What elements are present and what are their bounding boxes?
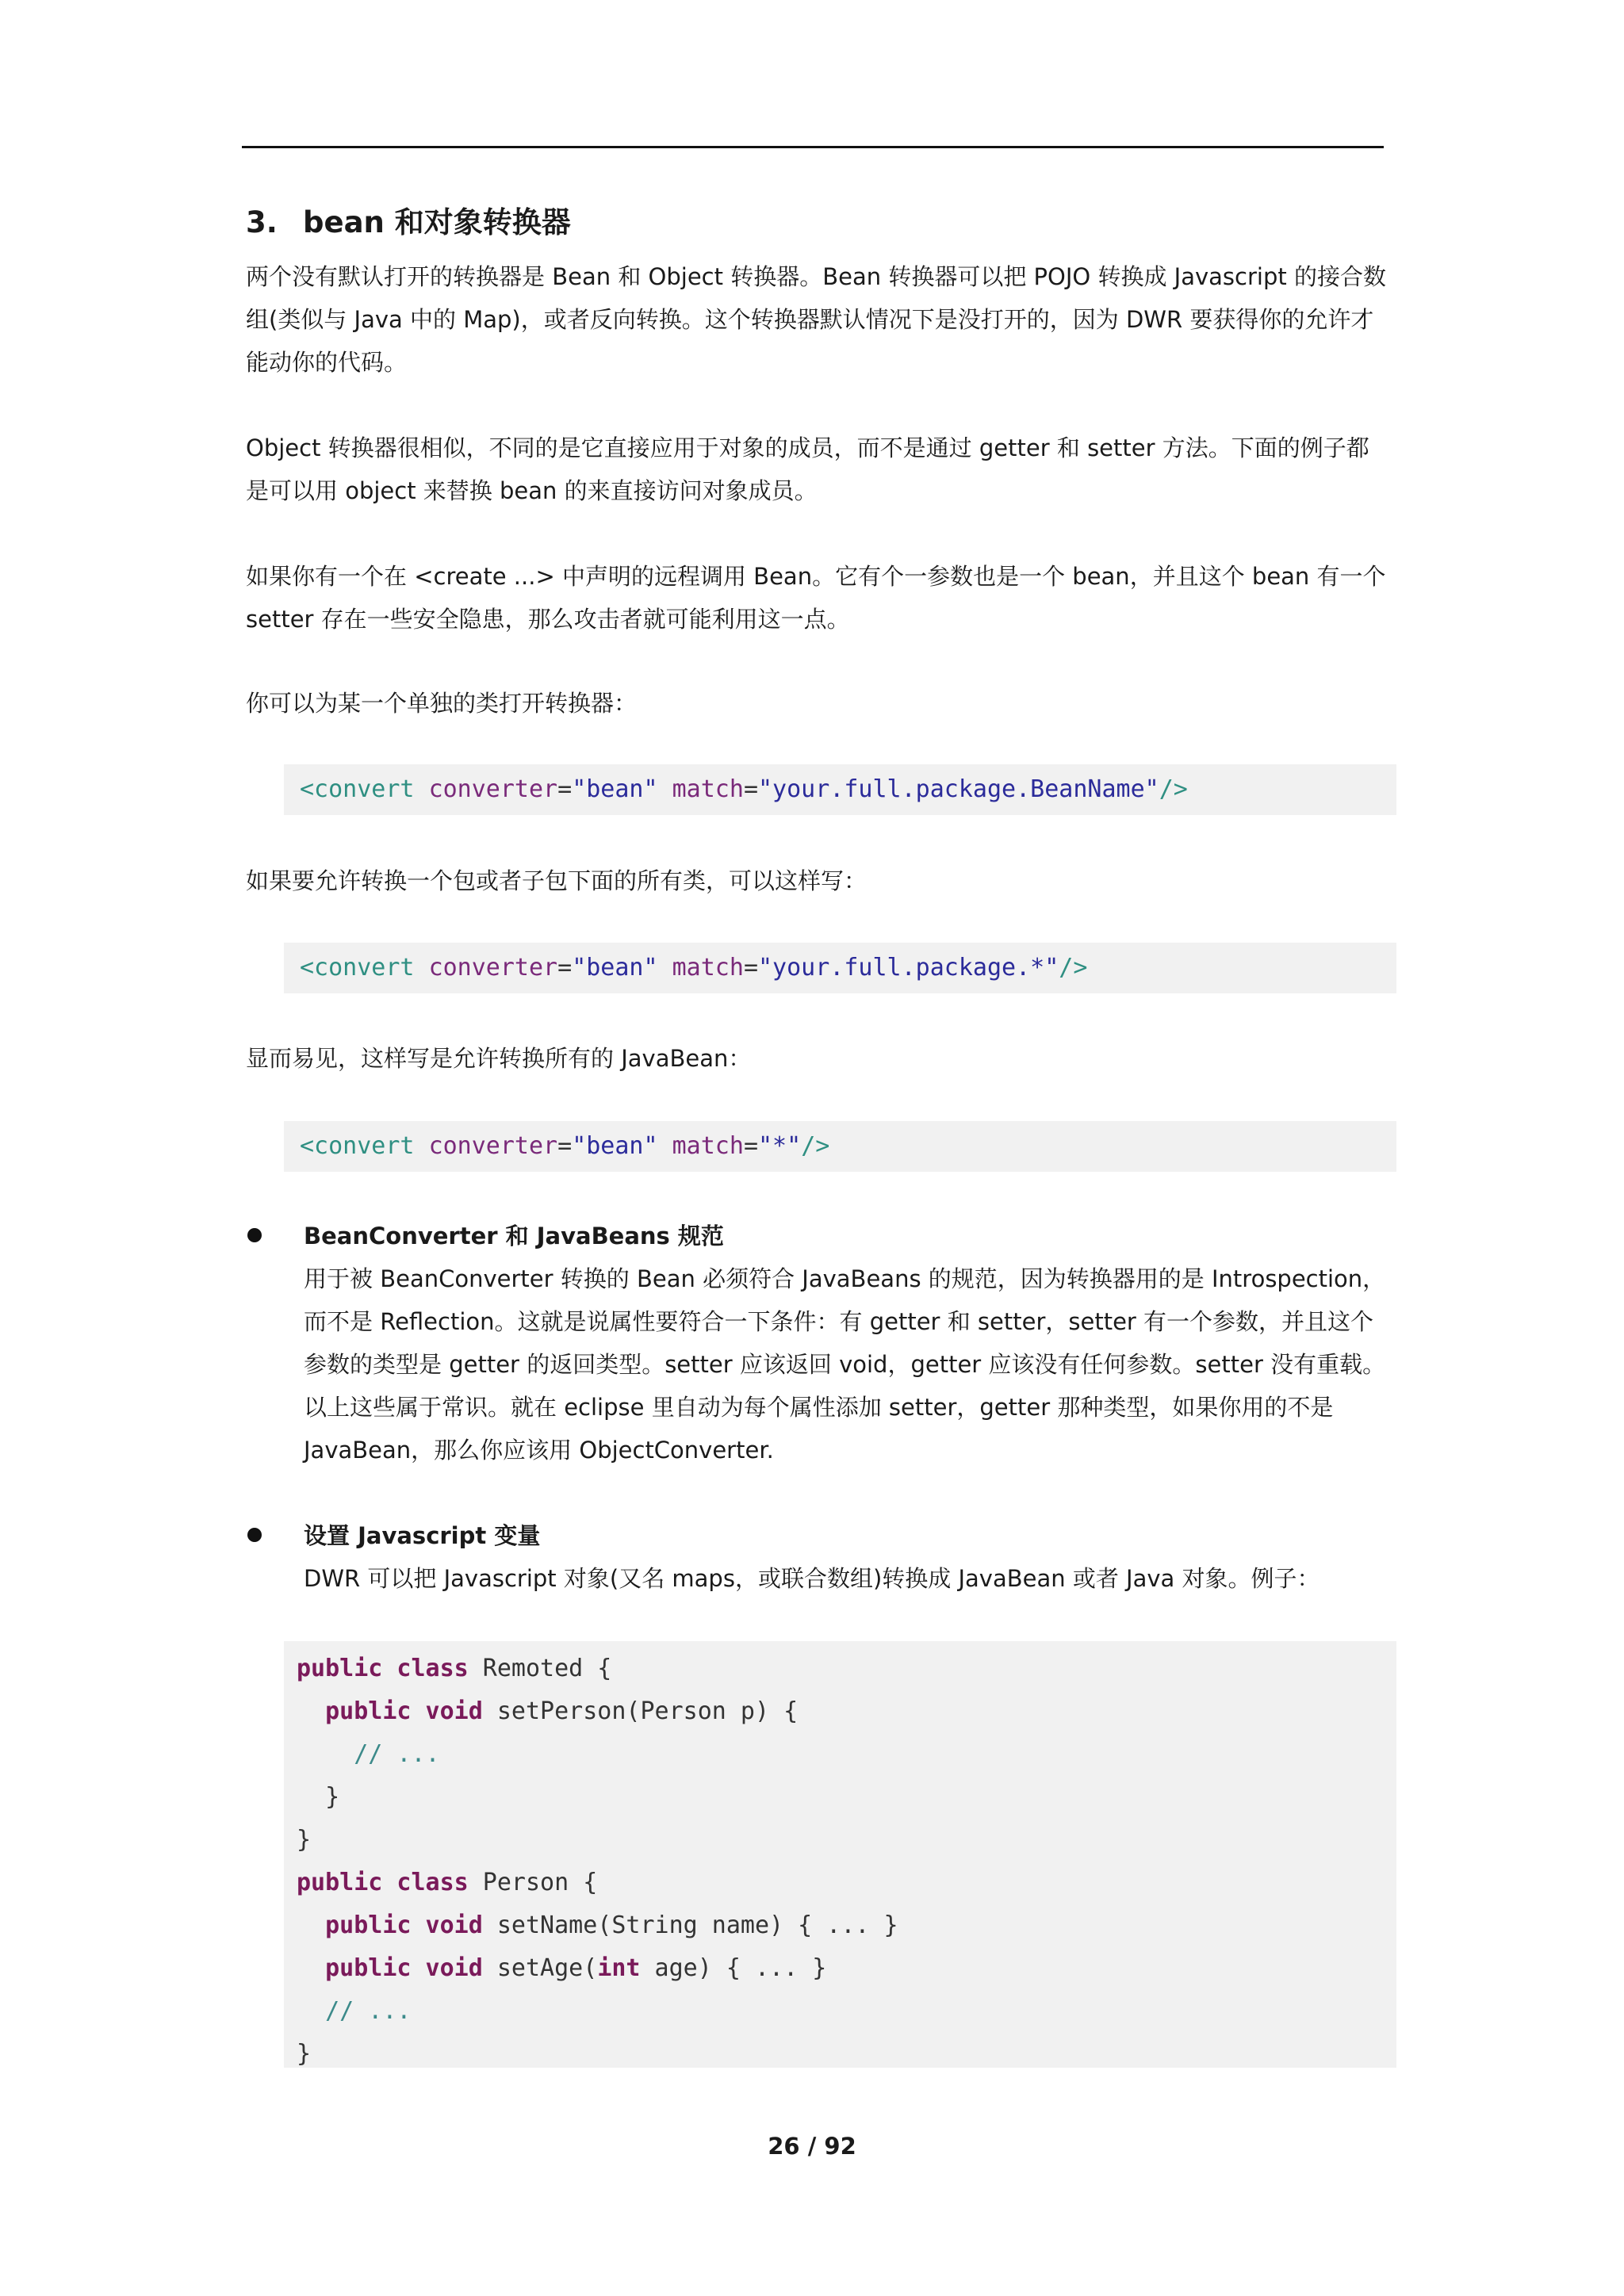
bullet-dot-icon <box>247 1228 262 1242</box>
code-block-java-example <box>284 1641 1396 2068</box>
paragraph-package: 如果要允许转换一个包或者子包下面的所有类，可以这样写： <box>246 867 868 894</box>
code-line: } <box>297 2040 312 2068</box>
code-snippet-single-class: <convert converter="bean" match="your.full.package.BeanName"/> <box>284 764 1396 815</box>
section-number: 3. <box>246 205 278 239</box>
code-line: public void setPerson(Person p) { <box>325 1697 799 1725</box>
header-rule <box>242 146 1384 148</box>
code-line: public void setName(String name) { ... } <box>325 1911 898 1939</box>
bullet-body-javascript-vars: DWR 可以把 Javascript 对象(又名 maps，或联合数组)转换成 JavaBean 或者 Java 对象。例子： <box>304 1565 1320 1592</box>
paragraph-all-javabeans: 显而易见，这样写是允许转换所有的 JavaBean： <box>246 1045 752 1072</box>
page-number <box>0 2133 1624 2160</box>
bullet-title-beanconverter: BeanConverter 和 JavaBeans 规范 <box>304 1223 724 1249</box>
paragraph-security: 如果你有一个在 <create ...> 中声明的远程调用 Bean。它有个一参数也是一个 bean，并且这个 bean 有一个 setter 存在一些安全隐患，那么攻击者就可能利用这一点。 <box>246 563 1386 633</box>
section-heading <box>246 198 571 241</box>
paragraph-single-class: 你可以为某一个单独的类打开转换器： <box>246 690 638 717</box>
page-separator: / <box>799 2133 825 2160</box>
code-line: public void setAge(int age) { ... } <box>325 1954 827 1982</box>
section-title: bean 和对象转换器 <box>303 205 571 239</box>
code-snippet-all: <convert converter="bean" match="*"/> <box>284 1121 1396 1172</box>
page-current: 26 <box>768 2133 800 2160</box>
bullet-title-javascript-vars: 设置 Javascript 变量 <box>304 1522 541 1549</box>
code-line: } <box>297 1826 312 1854</box>
code-line: public class Remoted { <box>297 1655 612 1682</box>
code-line: } <box>325 1783 340 1811</box>
paragraph-object-converter: Object 转换器很相似，不同的是它直接应用于对象的成员，而不是通过 getter 和 setter 方法。下面的例子都是可以用 object 来替换 bean 的来直接访问对象成员。 <box>246 434 1369 504</box>
page-total: 92 <box>824 2133 856 2160</box>
code-line: // ... <box>354 1740 440 1768</box>
code-snippet-package: <convert converter="bean" match="your.full.package.*"/> <box>284 943 1396 993</box>
paragraph-intro: 两个没有默认打开的转换器是 Bean 和 Object 转换器。Bean 转换器可以把 POJO 转换成 Javascript 的接合数组(类似与 Java 中的 Map)，或者反向转换。这个转换器默认情况下是没打开的，因为 DWR 要获得你的允许才能动你的代码。 <box>246 263 1386 376</box>
bullet-dot-icon <box>247 1528 262 1542</box>
code-line: // ... <box>325 1997 412 2025</box>
code-line: public class Person { <box>297 1869 598 1896</box>
bullet-body-beanconverter: 用于被 BeanConverter 转换的 Bean 必须符合 JavaBeans 的规范，因为转换器用的是 Introspection，而不是 Reflection。这就是说属性要符合一下条件：有 getter 和 setter，setter 有一个参数，并且这个参数的类型是 getter 的返回类型。setter 应该返回 void，getter 应该没有任何参数。setter 没有重载。以上这些属于常识。就在 eclipse 里自动为每个属性添加 setter，getter 那种类型，如果你用的不是 JavaBean，那么你应该用 ObjectConverter. <box>304 1265 1386 1464</box>
